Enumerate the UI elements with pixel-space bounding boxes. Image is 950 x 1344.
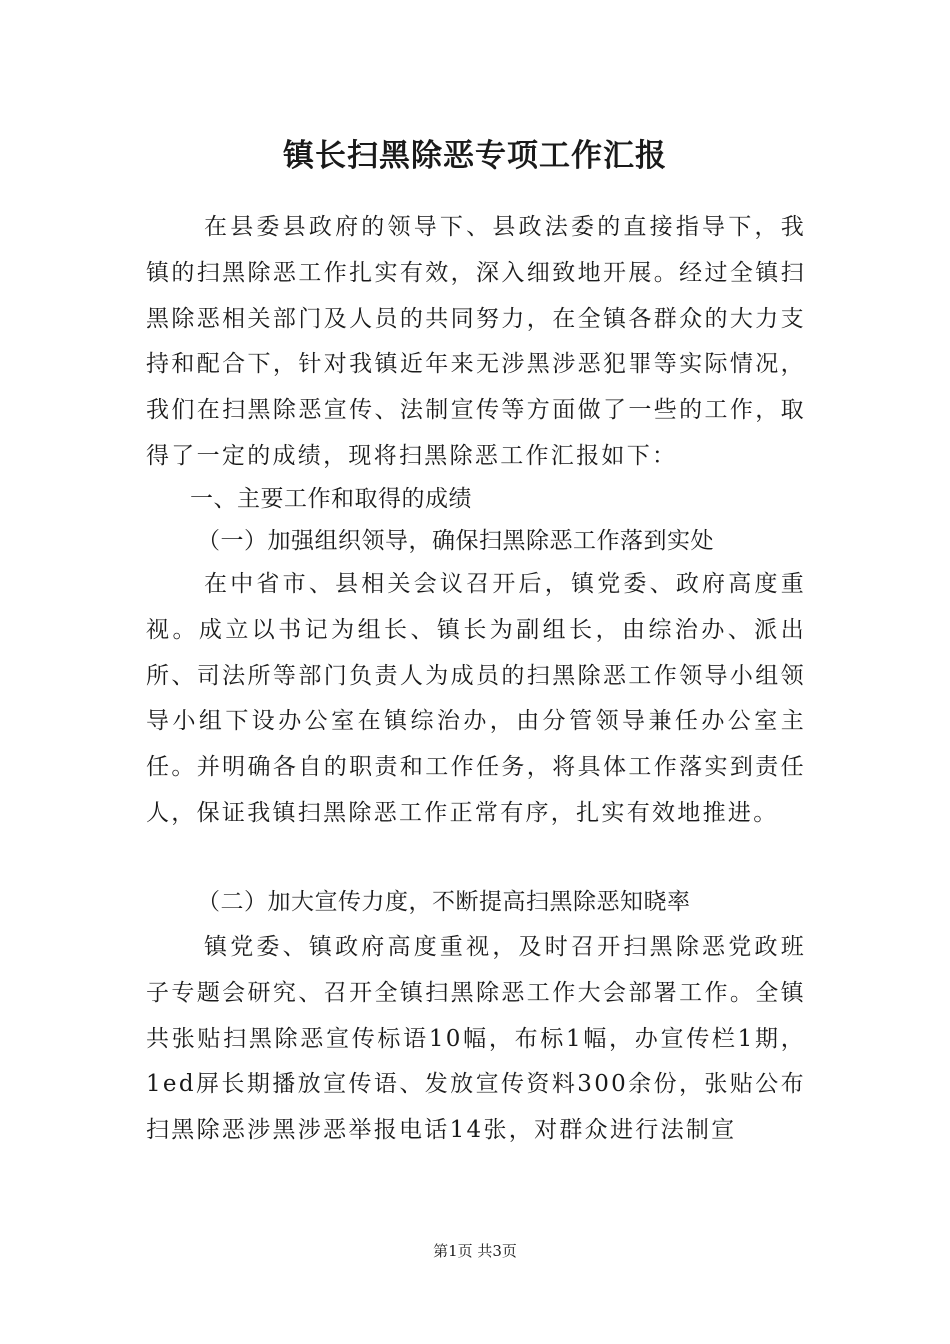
subsection-heading-1: （一）加强组织领导，确保扫黑除恶工作落到实处	[197, 528, 714, 554]
page-footer: 第1页 共3页	[433, 1242, 517, 1260]
subsection-2-paragraph: 镇党委、镇政府高度重视，及时召开扫黑除恶党政班子专题会研究、召开全镇扫黑除恶工作大会部署工作。全镇共张贴扫黑除恶宣传标语10幅，布标1幅，办宣传栏1期，1ed屏长期播放宣传语、发放宣传资料300余份，张贴公布扫黑除恶涉黑涉恶举报电话14张，对群众进行法制宣	[146, 934, 806, 1144]
document-title: 镇长扫黑除恶专项工作汇报	[283, 138, 667, 174]
subsection-1-paragraph: 在中省市、县相关会议召开后，镇党委、政府高度重视。成立以书记为组长、镇长为副组长，由综治办、派出所、司法所等部门负责人为成员的扫黑除恶工作领导小组领导小组下设办公室在镇综治办，由分管领导兼任办公室主任。并明确各自的职责和工作任务，将具体工作落实到责任人，保证我镇扫黑除恶工作正常有序，扎实有效地推进。	[146, 571, 806, 826]
subsection-heading-2: （二）加大宣传力度，不断提高扫黑除恶知晓率	[197, 889, 691, 915]
intro-paragraph: 在县委县政府的领导下、县政法委的直接指导下，我镇的扫黑除恶工作扎实有效，深入细致地开展。经过全镇扫黑除恶相关部门及人员的共同努力，在全镇各群众的大力支持和配合下，针对我镇近年来无涉黑涉恶犯罪等实际情况，我们在扫黑除恶宣传、法制宣传等方面做了一些的工作，取得了一定的成绩，现将扫黑除恶工作汇报如下：	[146, 214, 806, 469]
section-heading-1: 一、主要工作和取得的成绩	[190, 486, 472, 512]
